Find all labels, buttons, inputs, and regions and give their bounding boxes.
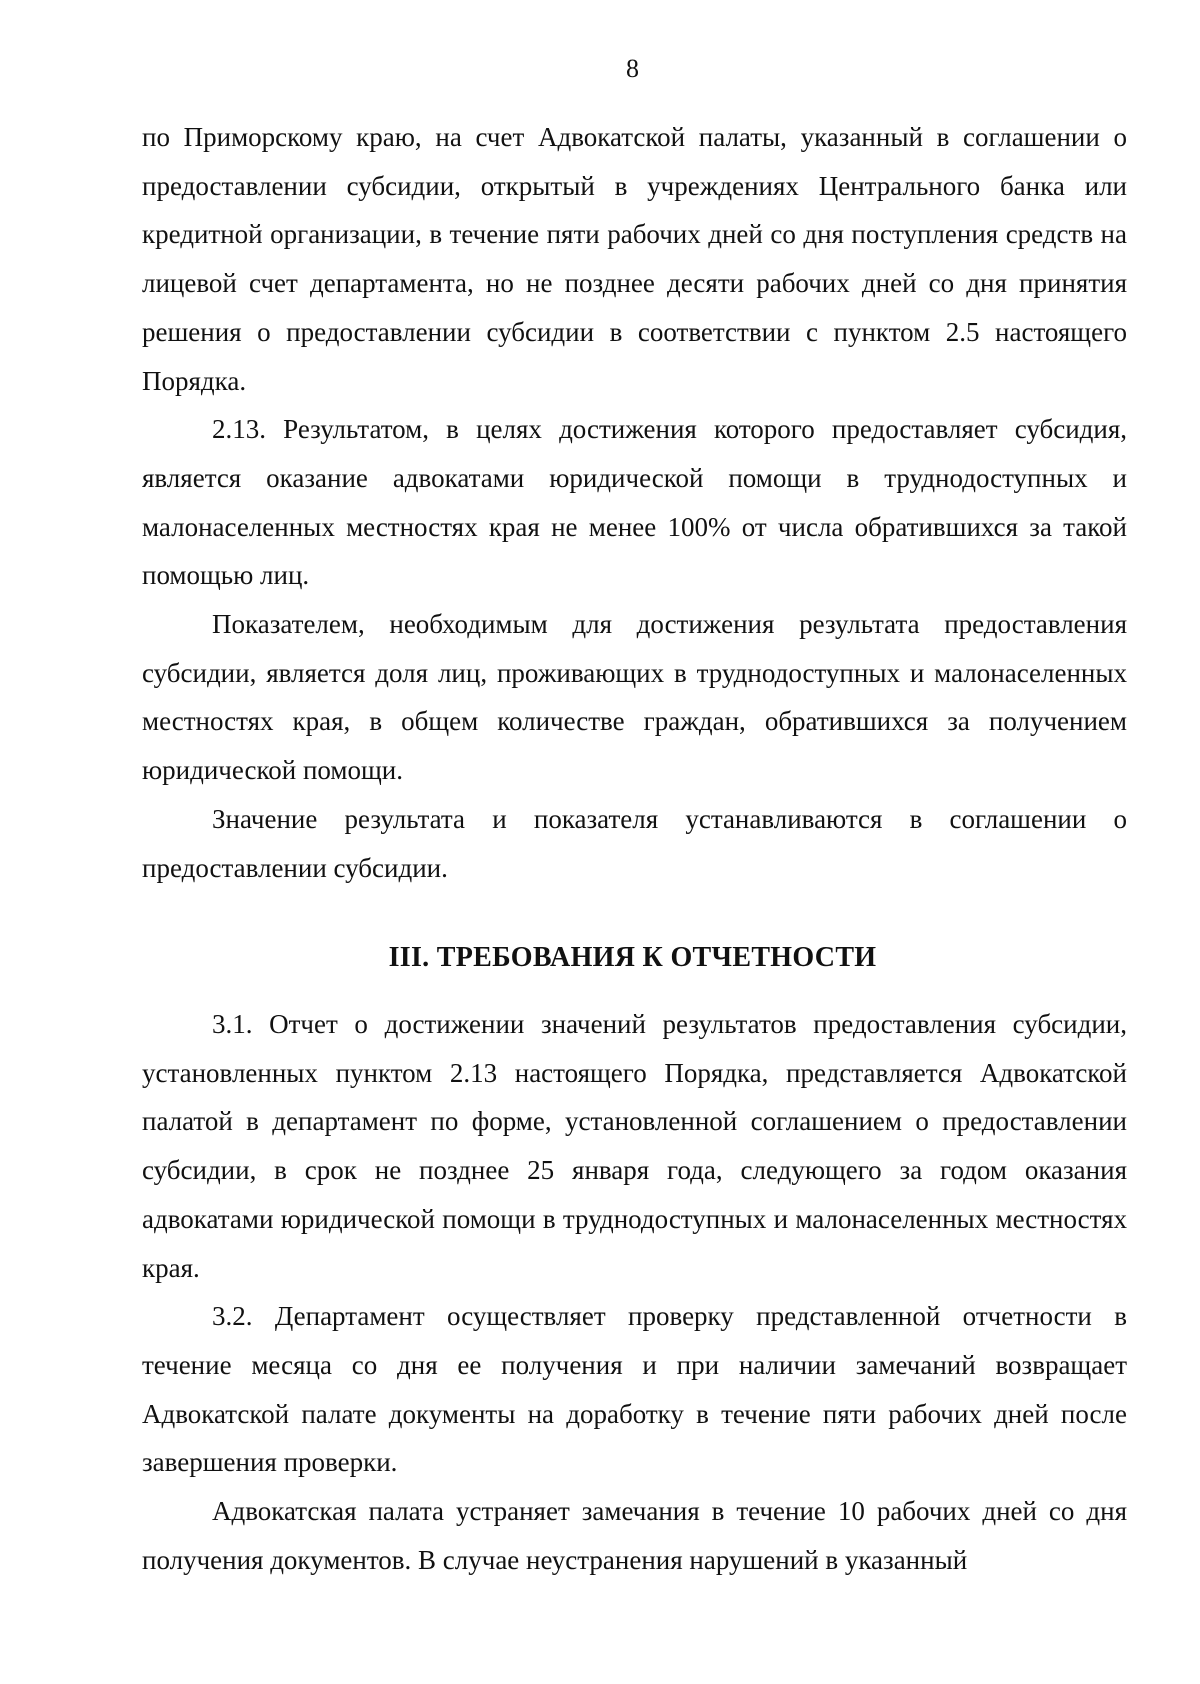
paragraph-account-transfer: по Приморскому краю, на счет Адвокатской палаты, указанный в соглашении о предоставлении субсидии, открытый в учреждениях Центрального банка или кредитной организации, в течение пяти рабочих дней со дня поступления средств на лицевой счет департамента, но не позднее десяти рабочих дней со дня принятия решения о предоставлении субсидии в соответствии с пунктом 2.5 настоящего Порядка.: [142, 122, 1127, 396]
section-body-reporting: [142, 1000, 1127, 1584]
paragraph-corrections: Адвокатская палата устраняет замечания в течение 10 рабочих дней со дня получения документов. В случае неустранения нарушений в указанный: [142, 1496, 1127, 1575]
paragraph-3-2-check: 3.2. Департамент осуществляет проверку представленной отчетности в течение месяца со дня ее получения и при наличии замечаний возвращает Адвокатской палате документы на доработку в течение пяти рабочих дней после завершения проверки.: [142, 1301, 1127, 1478]
page-number: 8: [626, 54, 639, 83]
paragraph-2-13-result: 2.13. Результатом, в целях достижения которого предоставляет субсидия, является оказание адвокатами юридической помощи в труднодоступных и малонаселенных местностях края не менее 100% от числа обратившихся за такой помощью лиц.: [142, 414, 1127, 591]
section-body-continuation: [142, 113, 1127, 892]
paragraph-3-1-report: 3.1. Отчет о достижении значений результатов предоставления субсидии, установленных пунктом 2.13 настоящего Порядка, представляется Адвокатской палатой в департамент по форме, установленной соглашением о предоставлении субсидии, в срок не позднее 25 января года, следующего за годом оказания адвокатами юридической помощи в труднодоступных и малонаселенных местностях края.: [142, 1009, 1127, 1283]
section-heading-reporting: III. ТРЕБОВАНИЯ К ОТЧЕТНОСТИ: [388, 942, 877, 973]
paragraph-values-agreement: Значение результата и показателя устанавливаются в соглашении о предоставлении субсидии.: [142, 803, 1127, 883]
paragraph-indicator: Показателем, необходимым для достижения результата предоставления субсидии, является доля лиц, проживающих в труднодоступных и малонаселенных местностях края, в общем количестве граждан, обратившихся за получением юридической помощи.: [142, 609, 1127, 786]
